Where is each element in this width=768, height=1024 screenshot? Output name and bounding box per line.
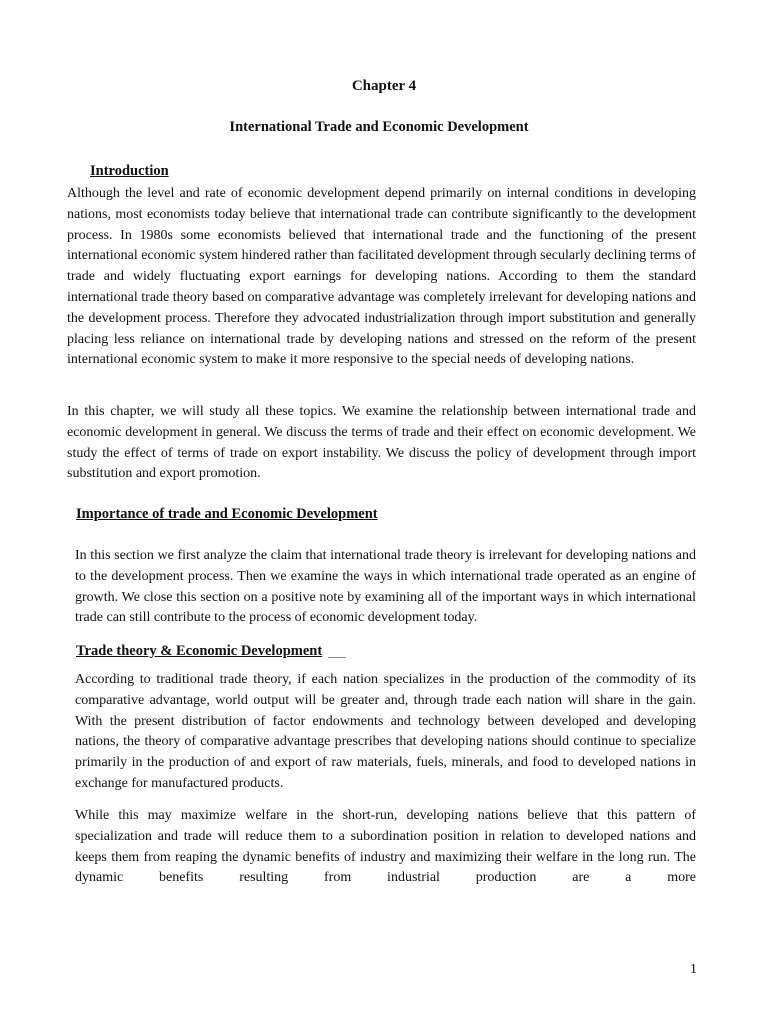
paragraph-introduction-1: Although the level and rate of economic development depend primarily on internal conditions in developing nations, most economists today believe that international trade can contribute significantly to the development process. In 1980s some economists believed that international trade and the functioning of the present international economic system hindered rather than facilitated development through secularly declining terms of trade and widely fluctuating export earnings for developing nations. According to them the standard international trade theory based on comparative advantage was completely irrelevant for developing nations and the development process. Therefore they advocated industrialization through import substitution and generally placing less reliance on international trade by developing nations and stressed on the reform of the present international economic system to make it more responsive to the special needs of developing nations.	[67, 186, 697, 368]
paragraph-importance-1: In this section we first analyze the claim that international trade theory is irrelevant for developing nations and to the development process. Then we examine the ways in which international trade operated as an engine of growth. We close this section on a positive note by examining all of the important ways in which international trade can still contribute to the process of economic development today.	[75, 548, 696, 626]
section-heading-introduction: Introduction	[90, 163, 169, 179]
paragraph-trade-theory-1: According to traditional trade theory, if each nation specializes in the production of the commodity of its comparative advantage, world output will be greater and, through trade each nation will share in the gain. With the present distribution of factor endowments and technology between developed and developing nations, the theory of comparative advantage prescribes that developing nations should continue to specialize primarily in the production of and export of raw materials, fuels, minerals, and food to developed nations in exchange for manufactured products.	[75, 672, 696, 791]
section-heading-importance: Importance of trade and Economic Development	[76, 506, 378, 522]
page-number: 1	[690, 962, 697, 977]
chapter-label: Chapter 4	[351, 78, 417, 94]
section-heading-trade-theory: Trade theory & Economic Development	[76, 643, 323, 659]
paragraph-trade-theory-2: While this may maximize welfare in the short-run, developing nations believe that this pattern of specialization and trade will reduce them to a subordination position in relation to developed nations and keeps them from reaping the dynamic benefits of industry and maximizing their welfare in the long run. The dynamic benefits resulting from industrial production are a more	[75, 808, 696, 886]
chapter-title: International Trade and Economic Development	[229, 119, 529, 135]
heading-trailing-rule	[328, 657, 346, 658]
paragraph-introduction-2: In this chapter, we will study all these topics. We examine the relationship between international trade and economic development in general. We discuss the terms of trade and their effect on economic development. We study the effect of terms of trade on export instability. We discuss the policy of development through import substitution and export promotion.	[67, 404, 696, 482]
